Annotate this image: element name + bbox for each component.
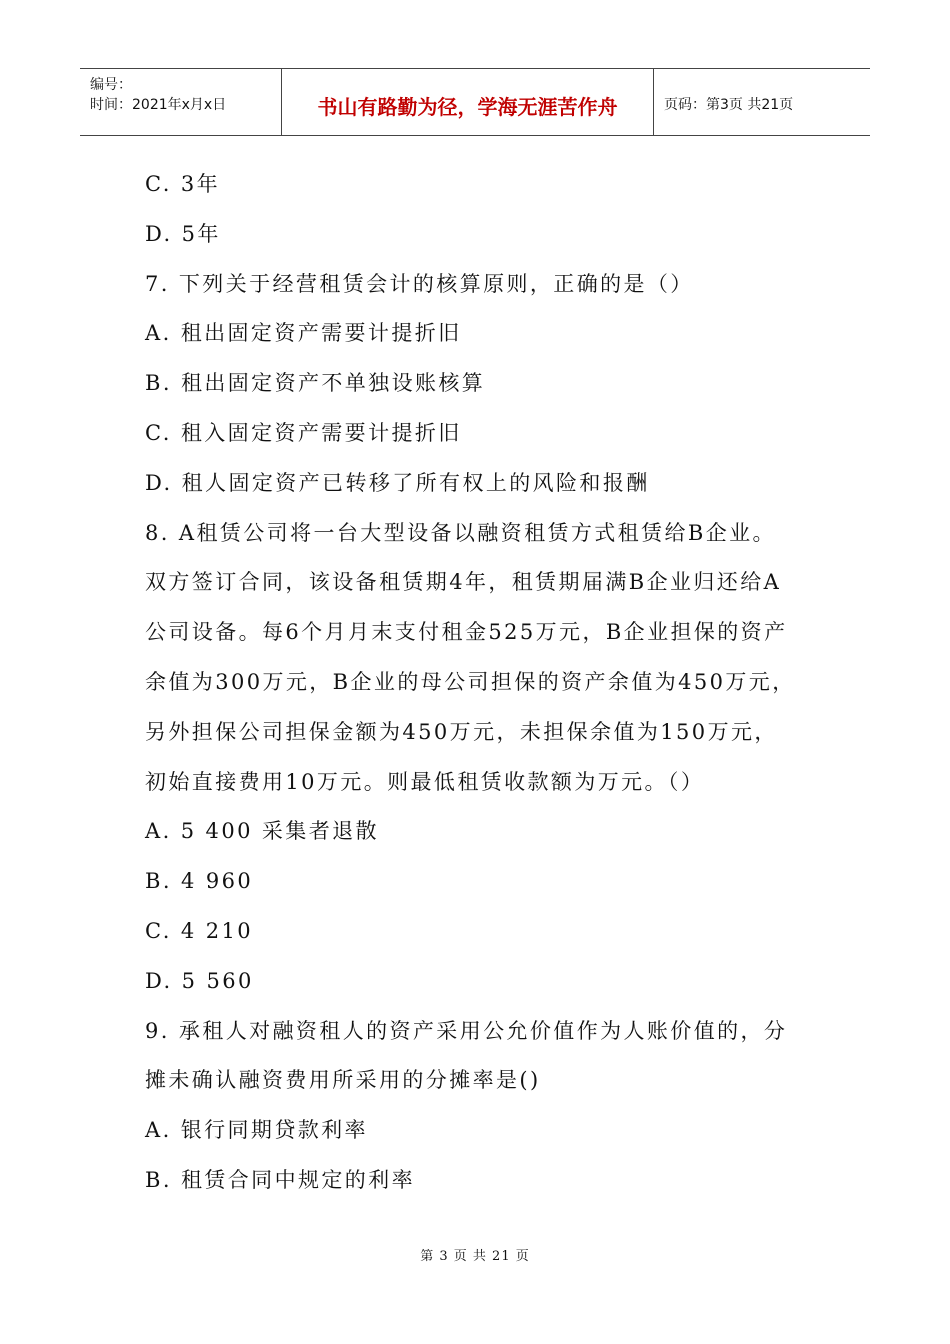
text-line: B. 租出固定资产不单独设账核算 [145,371,486,396]
header-page-info [654,69,870,135]
text-line: C. 租入固定资产需要计提折旧 [145,420,462,445]
header-page-info-text: 页码：第3页 共21页 [664,97,794,113]
header-motto [282,69,654,135]
text-line: 余值为300万元，B企业的母公司担保的资产余值为450万元， [145,669,796,694]
text-line: A. 5 400 采集者退散 [145,819,379,844]
text-line: 另外担保公司担保金额为450万元，未担保余值为150万元， [145,719,778,744]
text-line: A. 租出固定资产需要计提折旧 [145,321,462,346]
header-number-label: 编号： [90,77,132,93]
text-line: B. 4 960 [145,869,254,894]
text-line: A. 银行同期贷款利率 [145,1118,368,1143]
text-line: D. 5 560 [145,968,254,993]
text-line: C. 3年 [145,172,221,196]
page-footer: 第 3 页 共 21 页 [420,1249,530,1264]
text-line: D. 租人固定资产已转移了所有权上的风险和报酬 [145,470,650,495]
question-9: 9. 承租人对融资租人的资产采用公允价值作为人账价值的，分 [145,1018,788,1043]
text-line: 双方签订合同，该设备租赁期4年，租赁期届满B企业归还给A [145,570,782,595]
text-line: D. 5年 [145,221,221,246]
text-line: B. 租赁合同中规定的利率 [145,1167,415,1192]
document-body [145,160,825,1206]
text-line: 摊未确认融资费用所采用的分摊率是() [145,1068,541,1093]
header-motto-text: 书山有路勤为径，学海无涯苦作舟 [317,94,618,119]
text-line: 公司设备。每6个月月末支付租金525万元，B企业担保的资产 [145,620,788,645]
text-line: C. 4 210 [145,918,253,943]
question-7: 7. 下列关于经营租赁会计的核算原则，正确的是（） [145,271,694,296]
page-header [80,68,870,136]
text-line: 初始直接费用10万元。则最低租赁收款额为万元。（） [145,769,705,794]
header-meta [80,69,282,135]
question-8: 8. A租赁公司将一台大型设备以融资租赁方式租赁给B企业。 [145,520,776,545]
header-date-label: 时间：2021年x月x日 [90,97,227,113]
